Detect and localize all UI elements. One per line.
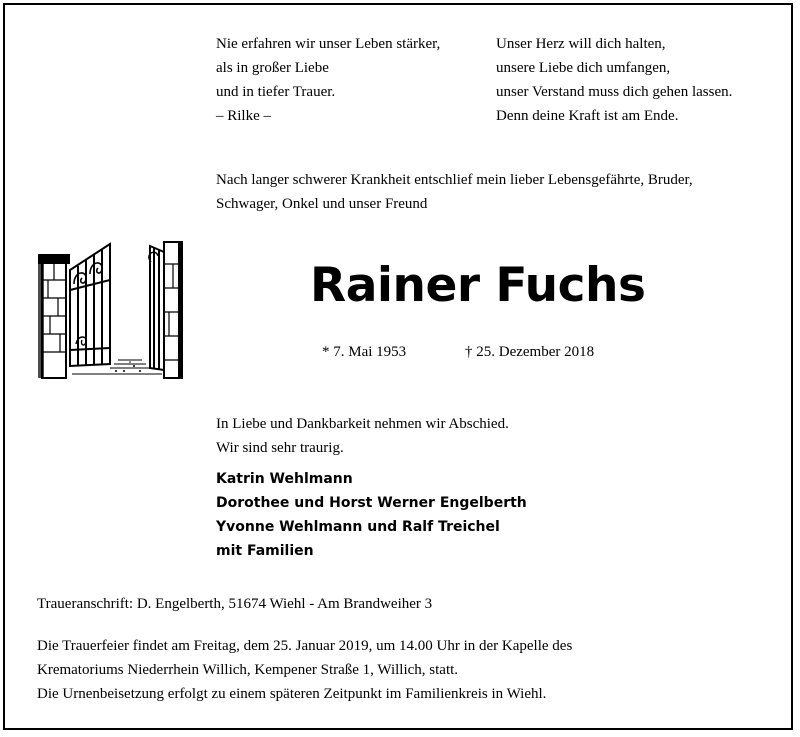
ceremony-info (37, 634, 572, 682)
ceremony-line: Krematoriums Niederrhein Willich, Kempener Straße 1, Willich, statt. (37, 662, 459, 678)
mourner-name: mit Familien (216, 543, 314, 559)
quote-line: und in tiefer Trauer. (216, 84, 336, 100)
quote-line: als in großer Liebe (216, 60, 329, 76)
open-gate-icon (38, 240, 186, 380)
mourner-name: Dorothee und Horst Werner Engelberth (216, 495, 527, 511)
mourning-address: Traueranschrift: D. Engelberth, 51674 Wiehl - Am Brandweiher 3 (37, 596, 433, 612)
urn-burial-info: Die Urnenbeisetzung erfolgt zu einem späteren Zeitpunkt im Familienkreis in Wiehl. (37, 686, 547, 702)
quote-line: unsere Liebe dich umfangen, (496, 60, 671, 76)
mourners-list (216, 467, 527, 563)
quote-line: Denn deine Kraft ist am Ende. (496, 108, 679, 124)
death-date: † 25. Dezember 2018 (465, 344, 595, 360)
intro-line: Nach langer schwerer Krankheit entschlief mein lieber Lebensgefährte, Bruder, (216, 172, 693, 188)
ceremony-line: Die Trauerfeier findet am Freitag, dem 25. Januar 2019, um 14.00 Uhr in der Kapelle des (37, 638, 573, 654)
farewell-line: Wir sind sehr traurig. (216, 440, 344, 456)
quote-line: unser Verstand muss dich gehen lassen. (496, 84, 733, 100)
mourner-name: Yvonne Wehlmann und Ralf Treichel (216, 519, 500, 535)
deceased-name: Rainer Fuchs (310, 258, 646, 313)
farewell-line: In Liebe und Dankbarkeit nehmen wir Abschied. (216, 416, 509, 432)
intro-text (216, 168, 693, 216)
birth-date: * 7. Mai 1953 (322, 344, 407, 360)
mourner-name: Katrin Wehlmann (216, 471, 353, 487)
quote-line: Nie erfahren wir unser Leben stärker, (216, 36, 441, 52)
rilke-quote (216, 32, 440, 128)
quote-attribution: – Rilke – (216, 108, 271, 124)
intro-line: Schwager, Onkel und unser Freund (216, 196, 428, 212)
quote-line: Unser Herz will dich halten, (496, 36, 666, 52)
farewell-text (216, 412, 509, 460)
poem-quote (496, 32, 732, 128)
